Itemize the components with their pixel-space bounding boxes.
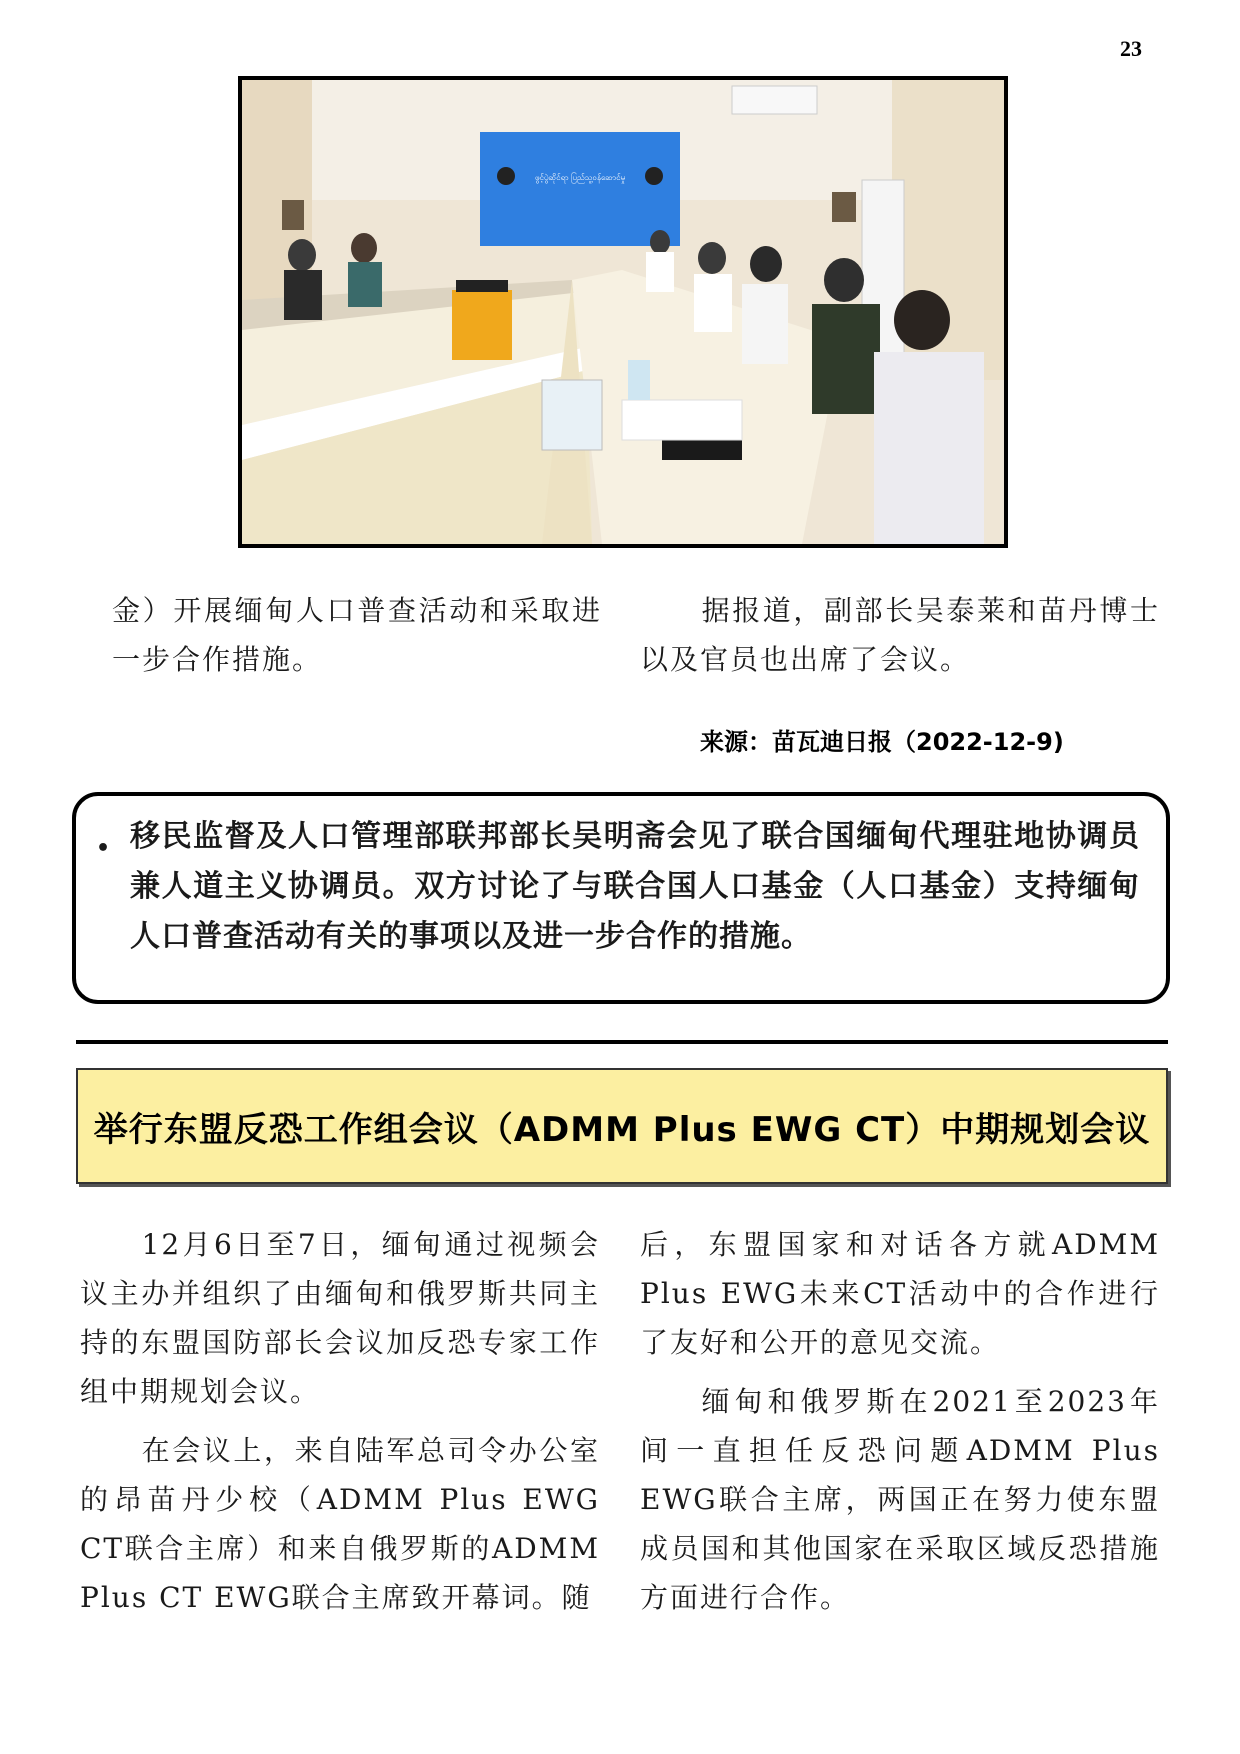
upper-right-paragraph: 据报道，副部长吴泰莱和苗丹博士以及官员也出席了会议。 (640, 594, 1160, 676)
screen-caption: ဖွင့်ပွဲဆိုင်ရာ ပြည်သူ့ဝန်ဆောင်မှု (534, 173, 626, 182)
upper-left-paragraph: 金）开展缅甸人口普查活动和采取进一步合作措施。 (112, 594, 602, 676)
article-paragraph: 缅甸和俄罗斯在2021至2023年间一直担任反恐问题ADMM Plus EWG联合主席，两国正在努力使东盟成员国和其他国家在采取区域反恐措施方面进行合作。 (640, 1385, 1160, 1614)
source-citation: 来源：苗瓦迪日报（2022-12-9) (700, 728, 1064, 756)
article-left-column (80, 1220, 600, 1632)
article-paragraph: 12月6日至7日，缅甸通过视频会议主办并组织了由缅甸和俄罗斯共同主持的东盟国防部长会议加反恐专家工作组中期规划会议。 (80, 1228, 600, 1408)
bullet-icon: • (96, 836, 111, 861)
article-paragraph: 后，东盟国家和对话各方就ADMM Plus EWG未来CT活动中的合作进行了友好和公开的意见交流。 (640, 1228, 1160, 1359)
upper-right-text (640, 586, 1160, 694)
article-right-column (640, 1220, 1160, 1632)
meeting-photo (238, 76, 1008, 548)
article-headline-box (76, 1068, 1168, 1184)
summary-box (72, 792, 1170, 1004)
page-number: 23 (1120, 36, 1142, 61)
upper-left-text (112, 586, 602, 694)
article-paragraph: 在会议上，来自陆军总司令办公室的昂苗丹少校（ADMM Plus EWG CT联合主席）和来自俄罗斯的ADMM Plus CT EWG联合主席致开幕词。随 (80, 1434, 600, 1614)
article-headline: 举行东盟反恐工作组会议（ADMM Plus EWG CT）中期规划会议 (93, 1109, 1151, 1150)
summary-text: 移民监督及人口管理部联邦部长吴明斋会见了联合国缅甸代理驻地协调员兼人道主义协调员。双方讨论了与联合国人口基金（人口基金）支持缅甸人口普查活动有关的事项以及进一步合作的措施。 (130, 819, 1140, 954)
section-divider (76, 1040, 1168, 1044)
